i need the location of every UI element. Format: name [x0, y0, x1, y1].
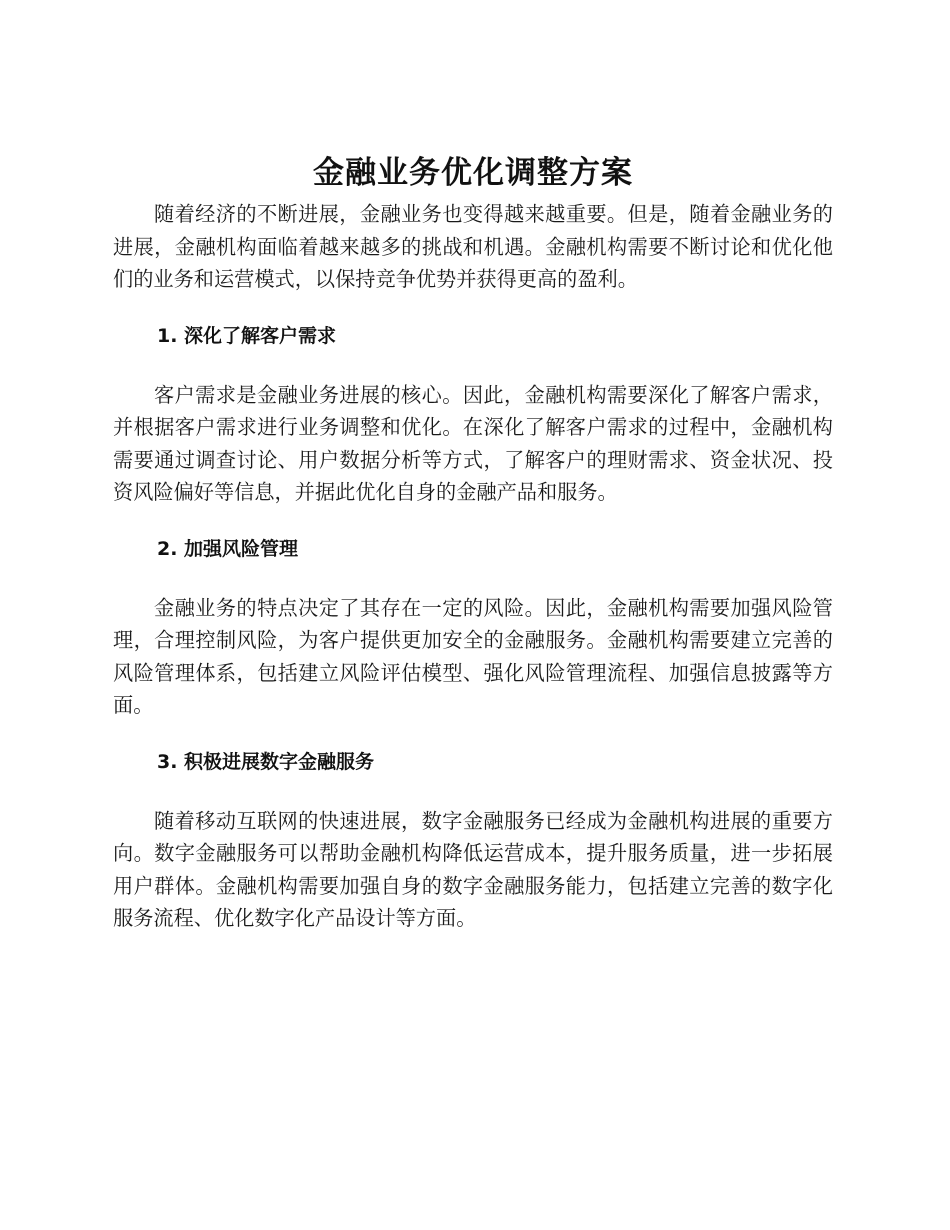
- section-body-3: 随着移动互联网的快速进展，数字金融服务已经成为金融机构进展的重要方向。数字金融服务可以帮助金融机构降低运营成本，提升服务质量，进一步拓展用户群体。金融机构需要加强自身的数字金融服务能力，包括建立完善的数字化服务流程、优化数字化产品设计等方面。: [113, 808, 833, 930]
- section-body-2: 金融业务的特点决定了其存在一定的风险。因此，金融机构需要加强风险管理，合理控制风险，为客户提供更加安全的金融服务。金融机构需要建立完善的风险管理体系，包括建立风险评估模型、强化风险管理流程、加强信息披露等方面。: [113, 595, 833, 717]
- section-heading-3: 3. 积极进展数字金融服务: [157, 750, 375, 773]
- section-body-1: 客户需求是金融业务进展的核心。因此，金融机构需要深化了解客户需求，并根据客户需求进行业务调整和优化。在深化了解客户需求的过程中，金融机构需要通过调查讨论、用户数据分析等方式，了解客户的理财需求、资金状况、投资风险偏好等信息，并据此优化自身的金融产品和服务。: [113, 382, 833, 504]
- document-title: 金融业务优化调整方案: [313, 155, 633, 191]
- section-heading-1: 1. 深化了解客户需求: [157, 324, 337, 347]
- document-page: [113, 148, 833, 935]
- intro-paragraph: 随着经济的不断进展，金融业务也变得越来越重要。但是，随着金融业务的进展，金融机构面临着越来越多的挑战和机遇。金融机构需要不断讨论和优化他们的业务和运营模式，以保持竞争优势并获得更高的盈利。: [113, 202, 833, 291]
- section-heading-2: 2. 加强风险管理: [157, 537, 299, 560]
